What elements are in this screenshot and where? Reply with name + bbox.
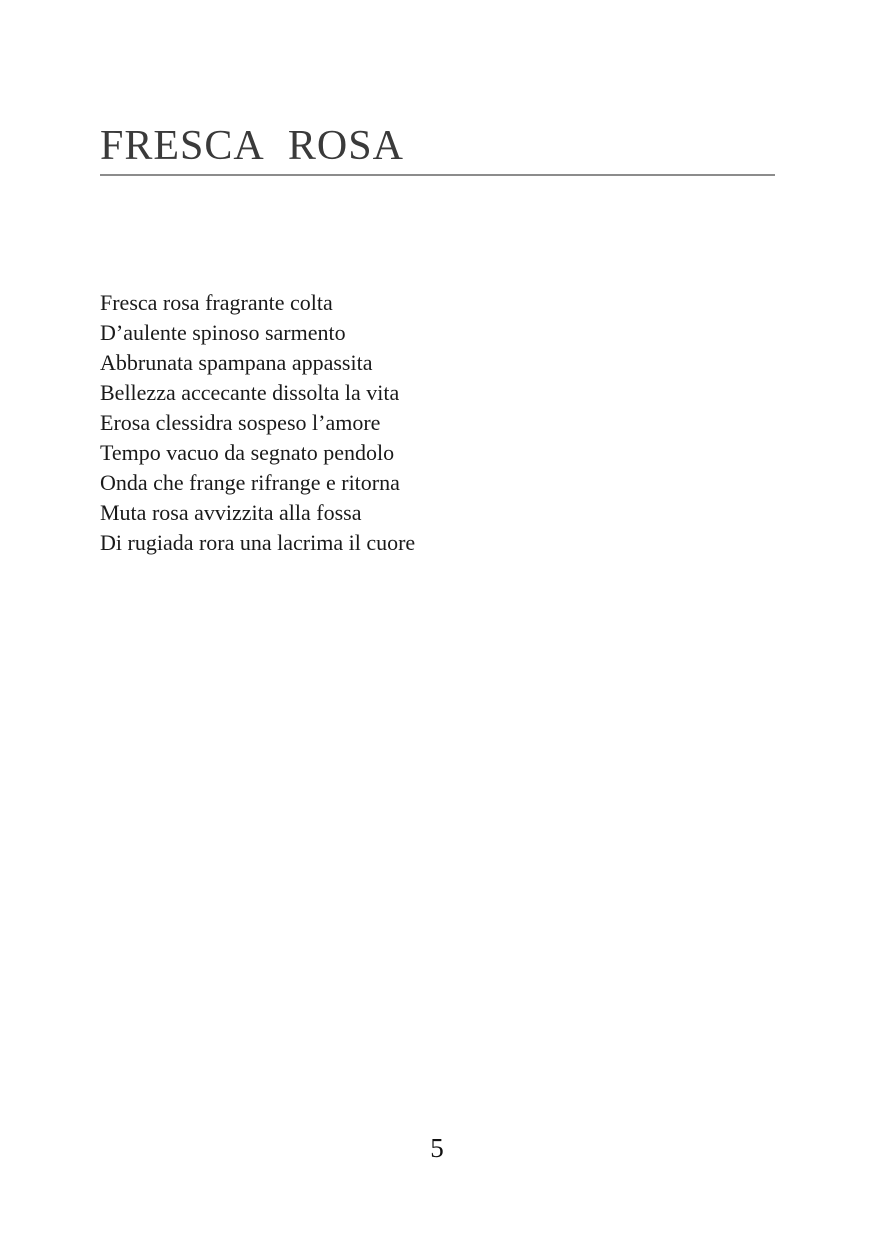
poem-line: Di rugiada rora una lacrima il cuore xyxy=(100,530,416,555)
poem-line: Muta rosa avvizzita alla fossa xyxy=(100,500,362,525)
poem-line: Onda che frange rifrange e ritorna xyxy=(100,470,400,495)
poem-line: Abbrunata spampana appassita xyxy=(100,350,373,375)
poem-line: D’aulente spinoso sarmento xyxy=(100,320,346,345)
page-footer xyxy=(0,1134,874,1164)
poem-line: Tempo vacuo da segnato pendolo xyxy=(100,440,395,465)
title-block xyxy=(100,124,775,176)
poem-line: Erosa clessidra sospeso l’amore xyxy=(100,410,381,435)
poem-body xyxy=(100,288,415,558)
page-number: 5 xyxy=(430,1133,444,1163)
poem-line: Bellezza accecante dissolta la vita xyxy=(100,380,400,405)
poem-line: Fresca rosa fragrante colta xyxy=(100,290,333,315)
page-title: FRESCA ROSA xyxy=(100,123,404,169)
